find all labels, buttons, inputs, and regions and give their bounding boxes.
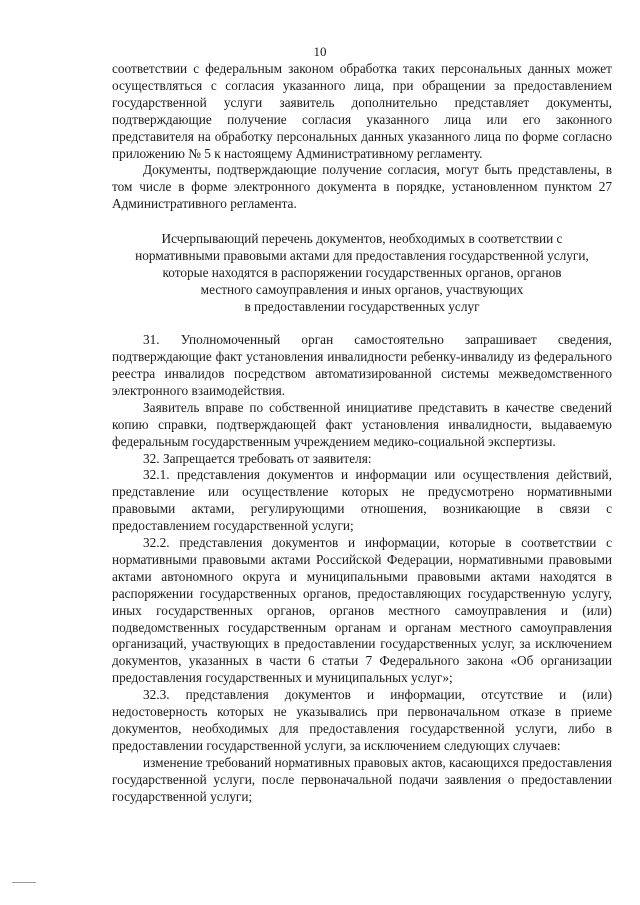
paragraph-32-2: 32.2. представления документов и информации, которые в соответствии с нормативными правовыми актами Российской Федерации, нормативными правовыми актами автономного округа и муниципальными правовыми актами находятся в распоряжении государственных органов, предоставляющих государственную услугу, иных государственных органов, органов местного самоуправления и (или) подведомственных государственным органам и органам местного самоуправления организаций, участвующих в предоставлении государственных услуг, за исключением документов, указанных в части 6 статьи 7 Федерального закона «Об организации предоставления государственных и муниципальных услуг»; — [112, 535, 612, 686]
paragraph-32: 32. Запрещается требовать от заявителя: — [143, 450, 372, 466]
heading-line: местного самоуправления и иных органов, участвующих — [200, 282, 524, 298]
paragraph-continuation: соответствии с федеральным законом обработка таких персональных данных может осуществляться с согласия указанного лица, при обращении за предоставлением государственной услуги заявитель дополнительно представляет документы, подтверждающие получение согласия указанного лица или его законного представителя на обработку персональных данных указанного лица по форме согласно приложению № 5 к настоящему Административному регламенту. — [112, 61, 612, 161]
heading-line: которые находятся в распоряжении государственных органов, органов — [162, 265, 562, 281]
heading-line: нормативными правовыми актами для предоставления государственной услуги, — [135, 248, 589, 264]
scan-mark — [12, 882, 36, 883]
paragraph-32-1: 32.1. представления документов и информации или осуществления действий, представление или осуществление которых не предусмотрено нормативными правовыми актами, регулирующими отношения, возникающие в связи с предоставлением государственной услуги; — [112, 467, 612, 534]
heading-line: в предоставлении государственных услуг — [244, 299, 480, 315]
page-number: 10 — [313, 44, 327, 59]
paragraph-exception-1: изменение требований нормативных правовых актов, касающихся предоставления государственной услуги, после первоначальной подачи заявления о предоставлении государственной услуги; — [112, 754, 613, 804]
paragraph-32-3: 32.3. представления документов и информации, отсутствие и (или) недостоверность которых не указывались при первоначальном отказе в приеме документов, необходимых для предоставления государственной услуги, либо в предоставлении государственной услуги, за исключением следующих случаев: — [112, 687, 612, 753]
heading-line: Исчерпывающий перечень документов, необходимых в соответствии с — [161, 231, 563, 247]
paragraph-consent-documents: Документы, подтверждающие получение согласия, могут быть представлены, в том числе в форме электронного документа в порядке, установленном пунктом 27 Административного регламента. — [112, 162, 612, 212]
document-body — [112, 61, 612, 806]
paragraph-31: 31. Уполномоченный орган самостоятельно запрашивает сведения, подтверждающие факт установления инвалидности ребенку-инвалиду из федерального реестра инвалидов посредством автоматизированной системы межведомственного электронного взаимодействия. — [112, 332, 612, 398]
paragraph-applicant-right: Заявитель вправе по собственной инициативе представить в качестве сведений копию справки, подтверждающей факт установления инвалидности, выдаваемую федеральным государственным учреждением медико-социальной экспертизы. — [112, 399, 612, 449]
section-heading — [112, 230, 612, 315]
